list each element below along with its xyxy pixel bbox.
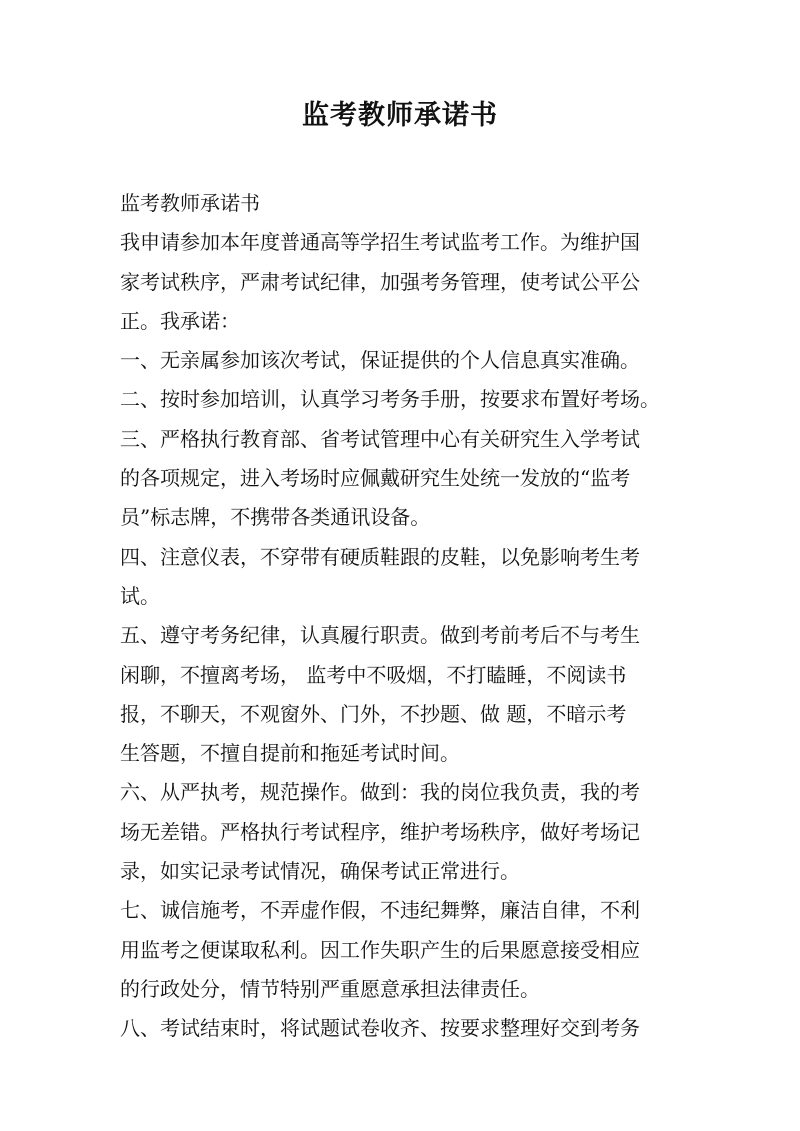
text-line: 用监考之便谋取私利。因工作失职产生的后果愿意接受相应 <box>120 937 640 962</box>
text-line: 闲聊，不擅离考场， 监考中不吸烟，不打瞌睡，不阅读书 <box>120 662 627 687</box>
text-line: 一、无亲属参加该次考试，保证提供的个人信息真实准确。 <box>120 348 640 373</box>
text-line: 五、遵守考务纪律，认真履行职责。做到考前考后不与考生 <box>120 623 640 648</box>
text-line: 试。 <box>120 583 160 608</box>
text-line: 的各项规定，进入考场时应佩戴研究生处统一发放的“监考 <box>120 466 631 491</box>
text-line: 七、诚信施考，不弄虚作假，不违纪舞弊，廉洁自律，不利 <box>120 898 640 923</box>
text-line: 我申请参加本年度普通高等学招生考试监考工作。为维护国 <box>120 230 640 255</box>
text-line: 员”标志牌，不携带各类通讯设备。 <box>120 505 431 530</box>
text-line: 三、严格执行教育部、省考试管理中心有关研究生入学考试 <box>120 426 640 451</box>
document-body <box>120 184 695 1049</box>
text-line: 八、考试结束时，将试题试卷收齐、按要求整理好交到考务 <box>120 1016 640 1041</box>
text-line: 监考教师承诺书 <box>120 191 260 215</box>
text-line: 正。我承诺： <box>120 308 240 333</box>
text-line: 场无差错。严格执行考试程序，维护考场秩序，做好考场记 <box>120 819 640 844</box>
text-line: 生答题，不擅自提前和拖延考试时间。 <box>120 741 460 766</box>
text-line: 录，如实记录考试情况，确保考试正常进行。 <box>120 859 520 884</box>
text-line: 的行政处分，情节特别严重愿意承担法律责任。 <box>120 976 540 1001</box>
text-line: 家考试秩序，严肃考试纪律，加强考务管理，使考试公平公 <box>120 269 640 294</box>
text-line: 六、从严执考，规范操作。做到：我的岗位我负责，我的考 <box>120 780 640 805</box>
text-line: 报，不聊天，不观窗外、门外，不抄题、做 题，不暗示考 <box>120 701 627 726</box>
text-line: 二、按时参加培训，认真学习考务手册，按要求布置好考场。 <box>120 387 660 412</box>
text-line: 四、注意仪表，不穿带有硬质鞋跟的皮鞋，以免影响考生考 <box>120 544 640 569</box>
document-title: 监考教师承诺书 <box>302 100 498 131</box>
